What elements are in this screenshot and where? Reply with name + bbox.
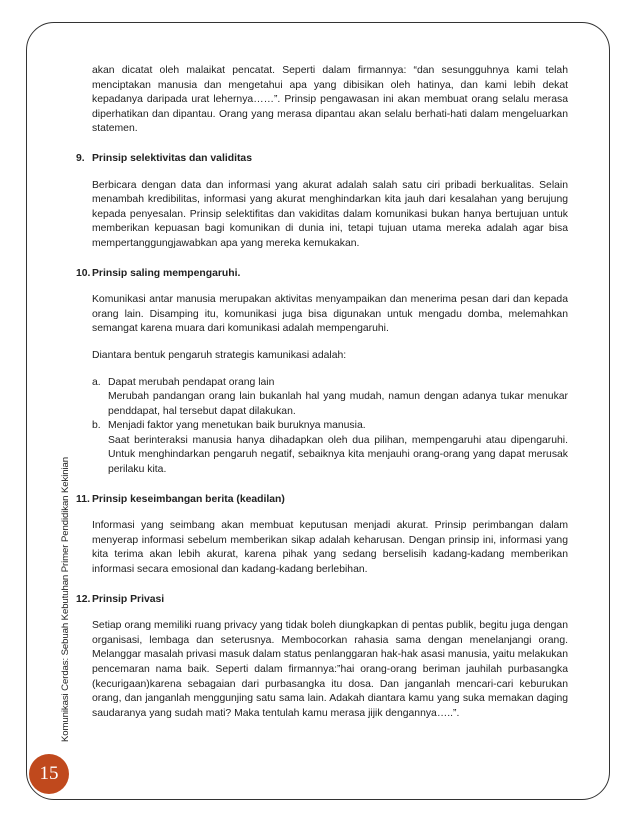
section-10-paragraph: Komunikasi antar manusia merupakan aktivitas menyampaikan dan menerima pesan dari dan kepada orang lain. Disamping itu, komunikasi juga bisa digunakan untuk mengadu domba, melemahkan semangat karena muara dari komunikasi adalah mempengaruhi.	[92, 294, 568, 335]
list-item-letter: a.	[92, 376, 101, 388]
list-item-text: Saat berinteraksi manusia hanya dihadapkan oleh dua pilihan, mempengaruhi atau dipengaruhi. Untuk menghindarkan pengaruh negatif, sebaiknya kita menjauhi orang-orang yang dapat merusak perilaku kita.	[108, 434, 568, 476]
section-12-title: Prinsip Privasi	[92, 593, 165, 605]
section-9-paragraph: Berbicara dengan data dan informasi yang akurat adalah salah satu ciri pribadi berkualitas. Selain menambah kredibilitas, informasi yang akurat menghindarkan kita jauh dari kesalahan yang berujung kepada penyesalan. Prinsip selektifitas dan vakiditas dalam komunikasi bukan hanya bertujuan untuk memberikan kepuasan bagi komunikan di dunia ini, tetapi tujuan utama mereka adalah agar bisa mempertanggungjawabkan apa yang mereka kemukakan.	[92, 179, 568, 249]
section-9-title: Prinsip selektivitas dan validitas	[92, 152, 252, 164]
list-item	[92, 419, 568, 477]
running-title: Komunikasi Cerdas: Sebuah Kebutuhan Primer Pendidikan Kekinian	[60, 457, 71, 742]
page-content	[76, 64, 568, 721]
section-11-title: Prinsip keseimbangan berita (keadilan)	[92, 493, 285, 505]
section-10-title: Prinsip saling mempengaruhi.	[92, 267, 241, 279]
section-9-heading	[76, 152, 568, 167]
list-item-text: Merubah pandangan orang lain bukanlah hal yang mudah, namun dengan adanya tukar menukar penddapat, hal tersebut dapat dilakukan.	[108, 391, 568, 417]
list-item-letter: b.	[92, 420, 101, 432]
section-10-number: 10.	[76, 267, 91, 279]
section-10-heading	[76, 267, 568, 282]
section-11-paragraph: Informasi yang seimbang akan membuat keputusan menjadi akurat. Prinsip perimbangan dalam menyerap informasi sebelum memberikan sikap adalah keharusan. Dengan prinsip ini, informasi yang kita terima akan lebih akurat, karena pihak yang sedang berselisih kadang-kadang memberikan informasi secara emosional dan kadang-kadang berlebihan.	[92, 520, 568, 576]
section-12-heading	[76, 593, 568, 608]
page-number-badge: 15	[29, 754, 69, 794]
intro-paragraph: akan dicatat oleh malaikat pencatat. Seperti dalam firmannya: “dan sesungguhnya kami telah menciptakan manusia dan mengetahui apa yang dibisikan oleh hatinya, dan kami lebih dekat kepadanya daripada urat lehernya……”. Prinsip pengawasan ini akan membuat orang selalu merasa diperhatikan dan dipantau. Orang yang merasa dipantau akan selalu berhati-hati dalam mengeluarkan statemen.	[92, 65, 568, 135]
list-item-title: Dapat merubah pendapat orang lain	[108, 376, 275, 388]
list-item	[92, 376, 568, 420]
section-11-heading	[76, 493, 568, 508]
section-11-number: 11.	[76, 493, 90, 505]
section-9-number: 9.	[76, 152, 85, 164]
section-12-paragraph: Setiap orang memiliki ruang privacy yang tidak boleh diungkapkan di pentas publik, begitu juga dengan organisasi, lembaga dan seterusnya. Membocorkan rahasia sama dengan menelanjangi orang. Melanggar masalah privasi masuk dalam status penlanggaran hak-hak asasi manusia, yaitu melakukan pencemaran nama baik. Seperti dalam firmannya:”hai orang-orang beriman jauhilah purbasangka (kecurigaan)karena sebagaian dari purbasangka itu dosa. Dan janganlah mencari-cari keburukan orang, dan janganlah menggunjing satu sama lain. Adakah diantara kamu yang suka memakan daging saudaranya yang sudah mati? Maka tentulah kamu merasa jijik dengannya…..”.	[92, 620, 568, 719]
section-12-number: 12.	[76, 593, 91, 605]
list-item-title: Menjadi faktor yang menetukan baik buruknya manusia.	[108, 420, 366, 432]
section-10-list-intro: Diantara bentuk pengaruh strategis kamunikasi adalah:	[92, 349, 347, 361]
